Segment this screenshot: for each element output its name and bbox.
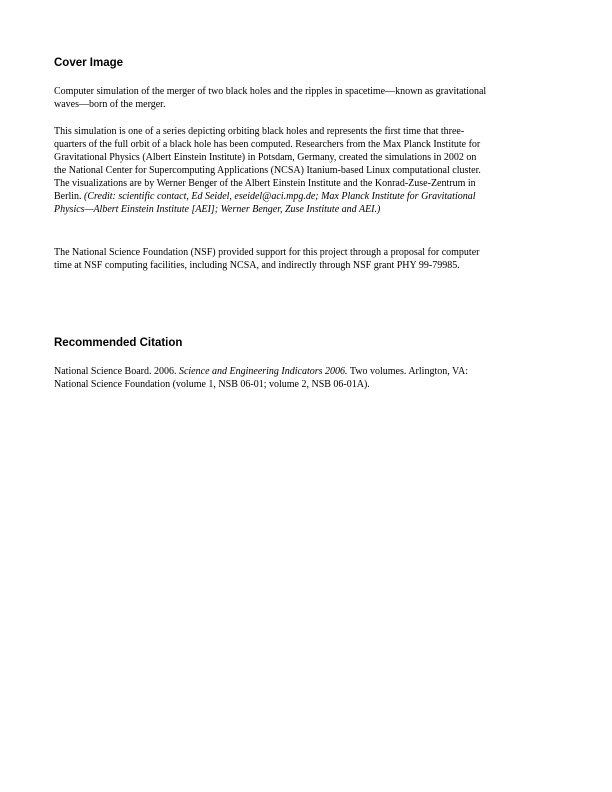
citation-suffix-text: Two volumes. Arlington, VA: National Science Foundation (volume 1, NSB 06-01; volume 2, NSB 06-01A). [54, 366, 468, 390]
cover-image-heading: Cover Image [54, 57, 124, 69]
nsf-support-note: The National Science Foundation (NSF) provided support for this project through a proposal for computer time at NSF computing facilities, including NCSA, and indirectly through NSF grant PHY 99-79985. [54, 247, 480, 271]
cover-image-details-paragraph [54, 125, 487, 216]
cover-image-description: Computer simulation of the merger of two black holes and the ripples in spacetime—known as gravitational waves—born of the merger. [54, 86, 487, 110]
citation-paragraph [54, 365, 487, 391]
cover-image-details-text: This simulation is one of a series depicting orbiting black holes and represents the first time that three-quarters of the full orbit of a black hole has been computed. Researchers from the Max Planck Institute for Gravitational Physics (Albert Einstein Institute) in Potsdam, Germany, created the simulations in 2002 on the National Center for Supercomputing Applications (NCSA) Itanium-based Linux computational cluster. The visualizations are by Werner Benger of the Albert Einstein Institute and the Konrad-Zuse-Zentrum in Berlin. [54, 126, 481, 202]
recommended-citation-heading: Recommended Citation [54, 337, 183, 349]
cover-image-credit-text: (Credit: scientific contact, Ed Seidel, eseidel@aci.mpg.de; Max Planck Institute for Gravitational Physics—Albert Einstein Institute [AEI]; Werner Benger, Zuse Institute and AEI.) [54, 191, 476, 215]
citation-title-italic: Science and Engineering Indicators 2006. [178, 366, 348, 377]
citation-prefix-text: National Science Board. 2006. [54, 366, 179, 377]
